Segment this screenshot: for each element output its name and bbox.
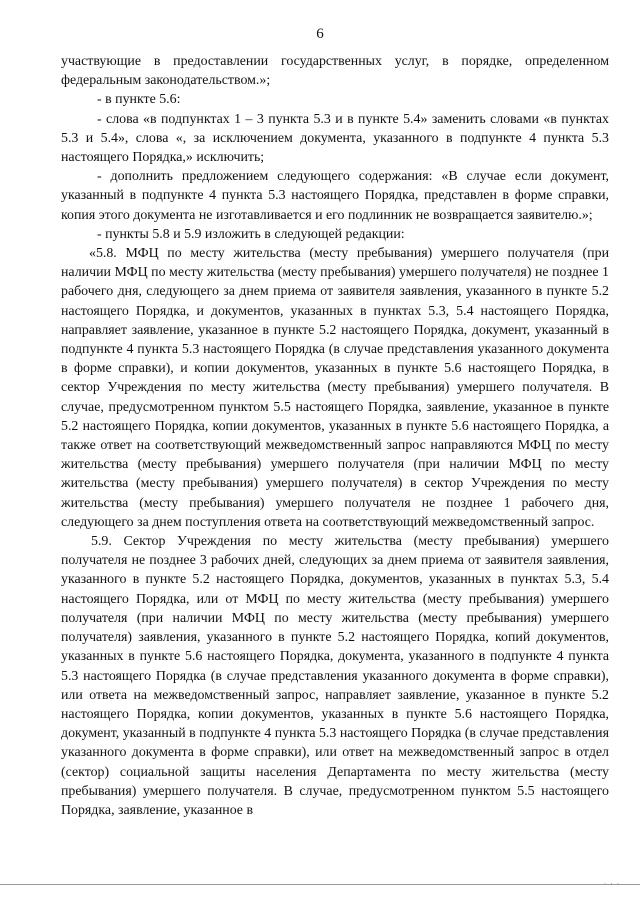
page-number: 6 (316, 26, 324, 42)
scan-artifact: · · · (604, 880, 621, 888)
paragraph-add-sentence: - дополнить предложением следующего содержания: «В случае если документ, указанный в подпункте 4 пункта 5.3 настоящего Порядка, представлен в форме справки, копия этого документа не изготавливается и его подлинник не возвращается заявителю.»; (61, 169, 609, 223)
paragraph-item-5-6-header: - в пункте 5.6: (97, 92, 181, 108)
paragraph-item-5-8: «5.8. МФЦ по месту жительства (месту пребывания) умершего получателя (при наличии МФЦ по месту жительства (месту пребывания) умершего получателя) не позднее 1 рабочего дня, следующего за днем приема от заявителя заявления, указанного в пункте 5.2 настоящего Порядка, и документов, указанных в пунктах 5.3, 5.4 настоящего Порядка, направляет заявление, указанное в пункте 5.2 настоящего Порядка, документ, указанный в подпункте 4 пункта 5.3 настоящего Порядка (в случае представления указанного документа в форме справки), и копии документов, указанных в пункте 5.6 настоящего Порядка, в сектор Учреждения по месту жительства (месту пребывания) умершего получателя. В случае, предусмотренном пунктом 5.5 настоящего Порядка, заявление, указанное в пункте 5.2 настоящего Порядка, копии документов, указанных в пункте 5.6 настоящего Порядка, а также ответ на соответствующий межведомственный запрос направляются МФЦ по месту жительства (месту пребывания) умершего получателя (при наличии МФЦ по месту жительства (месту пребывания) умершего получателя) в сектор Учреждения по месту жительства (месту пребывания) умершего получателя не позднее 1 рабочего дня, следующего за днем поступления ответа на соответствующий межведомственный запрос. (61, 246, 609, 530)
paragraph-items-5-8-5-9-header: - пункты 5.8 и 5.9 изложить в следующей редакции: (97, 226, 405, 242)
paragraph-item-5-9: 5.9. Сектор Учреждения по месту жительства (месту пребывания) умершего получателя не позднее 3 рабочих дней, следующих за днем приема от заявителя заявления, указанного в пункте 5.2 настоящего Порядка, документов, указанных в пунктах 5.3, 5.4 настоящего Порядка, или от МФЦ по месту жительства (месту пребывания) умершего получателя (при наличии МФЦ по месту жительства (месту пребывания) умершего получателя) заявления, указанного в пункте 5.2 настоящего Порядка, копий документов, указанных в пункте 5.6 настоящего Порядка, документа, указанного в подпункте 4 пункта 5.3 настоящего Порядка (в случае представления указанного документа в форме справки), или ответа на межведомственный запрос, направляет заявление, указанное в пункте 5.2 настоящего Порядка, копии документов, указанных в пункте 5.6 настоящего Порядка, документ, указанный в подпункте 4 пункта 5.3 настоящего Порядка (в случае представления указанного документа в форме справки), или ответ на межведомственный запрос в отдел (сектор) социальной защиты населения Департамента по месту жительства (месту пребывания) умершего получателя. В случае, предусмотренном пунктом 5.5 настоящего Порядка, заявление, указанное в (61, 534, 609, 818)
paragraph-continuation: участвующие в предоставлении государственных услуг, в порядке, определенном федеральным законодательством.»; (61, 54, 609, 89)
footer-divider (0, 884, 640, 885)
document-body (61, 52, 609, 820)
paragraph-replace-words: - слова «в подпунктах 1 – 3 пункта 5.3 и в пункте 5.4» заменить словами «в пунктах 5.3 и 5.4», слова «, за исключением документа, указанного в подпункте 4 пункта 5.3 настоящего Порядка,» исключить; (61, 111, 609, 166)
